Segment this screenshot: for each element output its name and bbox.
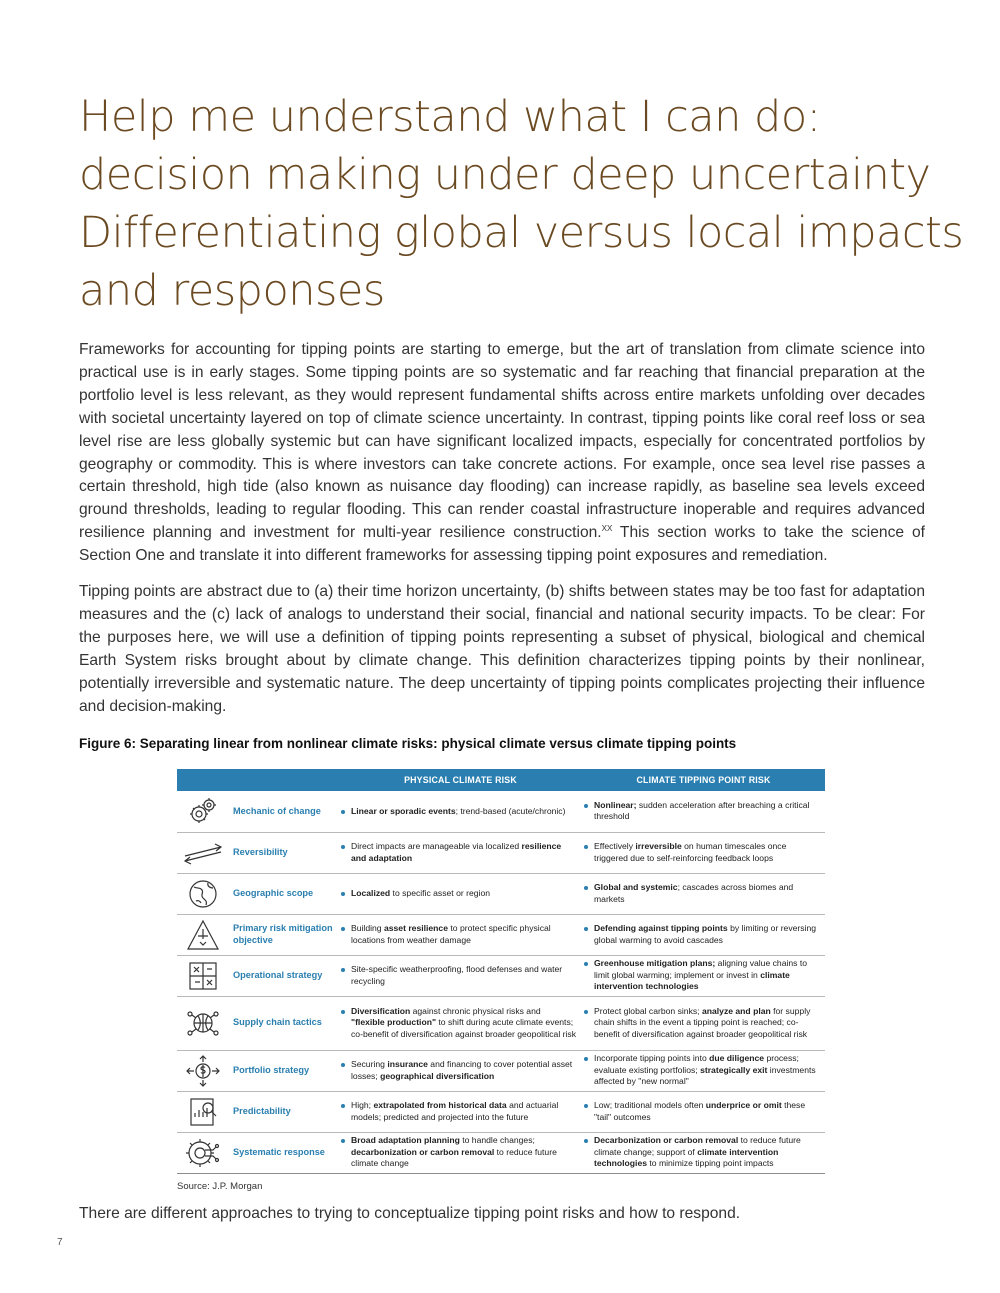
tipping-text: Decarbonization or carbon removal to reduce future climate change; support of climate intervention technologies to minimize tipping point impacts [594, 1135, 801, 1169]
tipping-text: Protect global carbon sinks; analyze and plan for supply chain shifts in the event a tipping point is reached; co-benefit of diversification against broader geopolitical risk [594, 1005, 811, 1039]
row-label: Reversibility [229, 832, 339, 873]
physical-text: Broad adaptation planning to handle changes; decarbonization or carbon removal to reduce future climate change [351, 1135, 557, 1169]
figure-source: Source: J.P. Morgan [177, 1181, 263, 1192]
tipping-text: Nonlinear; sudden acceleration after breaching a critical threshold [594, 799, 810, 822]
tipping-cell [582, 791, 825, 832]
column-header-tipping: CLIMATE TIPPING POINT RISK [582, 769, 825, 791]
title-line: decision making under deep uncertainty [79, 150, 931, 200]
tipping-text: Defending against tipping points by limiting or reversing global warming to avoid cascades [594, 923, 817, 945]
dollar-arrows-icon [177, 1050, 229, 1091]
body-paragraph-2: Tipping points are abstract due to (a) their time horizon uncertainty, (b) shifts between states may be too fast for adaptation measures and the (c) lack of analogs to understand their social, financial and national security impacts. To be clear: For the purposes here, we will use a definition of tipping points representing a subset of physical, biological and chemical Earth System risks brought about by climate change. This definition characterizes tipping points by their nonlinear, potentially irreversible and systematic nature. The deep uncertainty of tipping points complicates projecting their influence and decision-making. [79, 583, 925, 715]
table-row [177, 1050, 825, 1091]
table-row [177, 1091, 825, 1132]
paragraph-text-continued: This section works to take the science of Section One and translate it into different frameworks for assessing tipping point exposures and remediation. [79, 524, 925, 565]
title-line: Differentiating global versus local impacts [79, 208, 964, 258]
physical-text: High; extrapolated from historical data and actuarial models; predicted and projected into the future [351, 1100, 559, 1122]
network-globe-icon [177, 996, 229, 1050]
table-row [177, 1132, 825, 1173]
risk-comparison-table [177, 769, 825, 1174]
table-row [177, 791, 825, 832]
row-label: Predictability [229, 1091, 339, 1132]
tipping-cell [582, 1132, 825, 1173]
row-label: Geographic scope [229, 873, 339, 914]
figure-caption: Figure 6: Separating linear from nonlinear climate risks: physical climate versus climate tipping points [79, 736, 737, 751]
table-row [177, 996, 825, 1050]
gears-icon [177, 791, 229, 832]
tipping-cell [582, 832, 825, 873]
physical-text: Direct impacts are manageable via localized resilience and adaptation [351, 841, 562, 863]
globe-icon [177, 873, 229, 914]
row-label: Primary risk mitigation objective [229, 914, 339, 955]
title-line: Help me understand what I can do: [79, 92, 821, 142]
row-label: Systematic response [229, 1132, 339, 1173]
physical-text: Site-specific weatherproofing, flood defenses and water recycling [351, 964, 563, 986]
title-line: and responses [79, 266, 385, 316]
strategy-board-icon [177, 955, 229, 996]
physical-cell [339, 832, 582, 873]
tipping-cell [582, 914, 825, 955]
page-number: 7 [57, 1237, 63, 1248]
page-title [79, 88, 964, 320]
warning-triangle-icon [177, 914, 229, 955]
tipping-text: Global and systemic; cascades across biomes and markets [594, 882, 794, 904]
physical-cell [339, 996, 582, 1050]
gear-circuit-icon [177, 1132, 229, 1173]
tipping-text: Incorporate tipping points into due diligence process; evaluate existing portfolios; strategically exit investments affected by "new normal" [594, 1053, 816, 1087]
tipping-cell [582, 1050, 825, 1091]
tipping-cell [582, 873, 825, 914]
body-paragraph-1 [79, 339, 925, 568]
footnote-marker: XX [601, 524, 613, 534]
row-label: Supply chain tactics [229, 996, 339, 1050]
two-way-arrows-icon [177, 832, 229, 873]
tipping-text: Greenhouse mitigation plans; aligning value chains to limit global warming; implement or invest in climate intervention technologies [594, 958, 808, 992]
row-label: Portfolio strategy [229, 1050, 339, 1091]
column-header-physical: PHYSICAL CLIMATE RISK [339, 769, 582, 791]
tipping-cell [582, 955, 825, 996]
physical-text: Securing insurance and financing to cover potential asset losses; geographical diversification [351, 1059, 573, 1081]
table-row [177, 914, 825, 955]
physical-cell [339, 955, 582, 996]
table-row [177, 955, 825, 996]
analytics-icon [177, 1091, 229, 1132]
physical-cell [339, 914, 582, 955]
table-row [177, 832, 825, 873]
physical-text: Building asset resilience to protect specific physical locations from weather damage [351, 923, 551, 945]
tipping-cell [582, 1091, 825, 1132]
row-label: Operational strategy [229, 955, 339, 996]
table-row [177, 873, 825, 914]
paragraph-text: Frameworks for accounting for tipping points are starting to emerge, but the art of translation from climate science into practical use is in early stages. Some tipping points are so systematic and far reaching that financial preparation at the portfolio level is less relevant, as they would represent fundamental shifts across entire markets unfolding over decades with societal uncertainty layered on top of climate science uncertainty. In contrast, tipping points like coral reef loss or sea level rise are less globally systemic but can have significant localized impacts, especially for concentrated portfolios by geography or commodity. This is where investors can take concrete actions. For example, once sea level rise passes a certain threshold, high tide (also known as nuisance day flooding) can increase rapidly, as baseline sea levels exceed ground thresholds, leading to regular flooding. This can render coastal infrastructure inoperable and requires advanced resilience planning and investment for multi-year resilience construction. [79, 341, 925, 542]
physical-cell [339, 873, 582, 914]
physical-cell [339, 1132, 582, 1173]
physical-text: Diversification against chronic physical risks and "flexible production" to shift during acute climate events; co-benefit of diversification against broader geopolitical risk [351, 1005, 576, 1039]
physical-text: Linear or sporadic events; trend-based (acute/chronic) [351, 805, 566, 816]
physical-text: Localized to specific asset or region [351, 887, 491, 898]
physical-cell [339, 1091, 582, 1132]
physical-cell [339, 791, 582, 832]
physical-cell [339, 1050, 582, 1091]
tipping-text: Effectively irreversible on human timescales once triggered due to self-reinforcing feedback loops [594, 841, 787, 863]
tipping-cell [582, 996, 825, 1050]
tipping-text: Low; traditional models often underprice or omit these "tail" outcomes [594, 1100, 806, 1122]
closing-paragraph: There are different approaches to trying to conceptualize tipping point risks and how to respond. [79, 1205, 741, 1222]
table-header-row [177, 769, 825, 791]
row-label: Mechanic of change [229, 791, 339, 832]
